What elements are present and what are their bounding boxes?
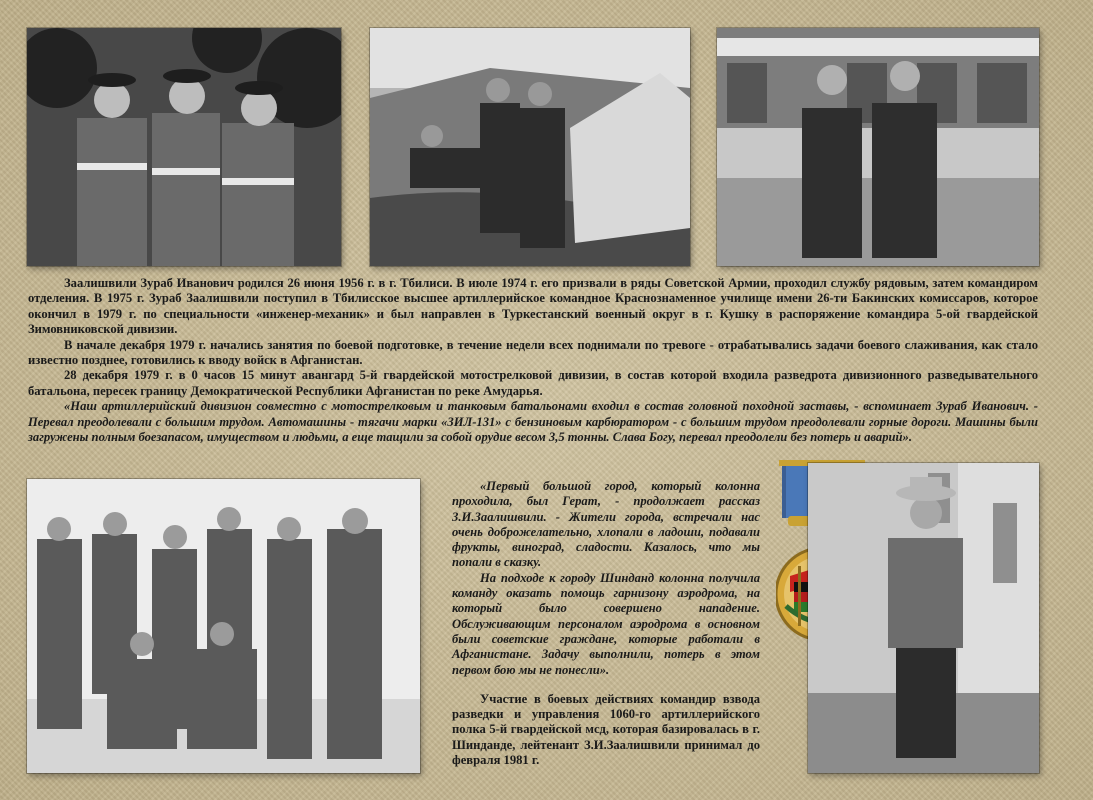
photo-group-of-soldiers (27, 479, 420, 773)
biography-paragraph-1: Заалишвили Зураб Иванович родился 26 июня 1956 г. в г. Тбилиси. В июле 1974 г. его призвали в ряды Советской Армии, проходил службу рядовым, затем командиром отделения. В 1975 г. Зураб Заалишвили поступил в Тбилисское высшее артиллерийское командное Краснознаменное училище имени 26-ти Бакинских комиссаров, которое окончил в 1979 г. по специальности «инженер-механик» и был направлен в Туркестанский военный округ в г. Кушку в распоряжение командира 5-ой гвардейской Зимовниковской дивизии. (28, 276, 1038, 337)
recollection-text (452, 479, 760, 768)
photo-three-cadets (27, 28, 341, 266)
biography-quote: «Наш артиллерийский дивизион совместно с мотострелковым и танковым батальонами входил в состав головной походной заставы, - вспоминает Зураб Иванович. - Перевал преодолевали с большим трудом. Автомашины - тягачи марки «ЗИЛ-131» с бензиновым карбюратором - с большим трудом преодолевали горные дороги. Машины были загружены полным боезапасом, имуществом и людьми, а еще тащили за собой орудие весом 3,5 тонны. Слава Богу, перевал преодолели без потерь и аварий». (28, 399, 1038, 445)
photo-officer-in-hat (808, 463, 1039, 773)
service-summary: Участие в боевых действиях командир взвода разведки и управления 1060-го артиллерийского полка 5-й гвардейской мсд, которая базировалась в г. Шинданде, лейтенант З.И.Заалишвили принимал до февраля 1981 г. (452, 691, 760, 768)
photo-soldiers-near-tent (370, 28, 690, 266)
biography-paragraph-3: 28 декабря 1979 г. в 0 часов 15 минут авангард 5-й гвардейской мотострелковой дивизии, в состав которой входила разведрота дивизионного разведывательного батальона, пересек границу Демократической Республики Афганистан по реке Амударья. (28, 368, 1038, 398)
biography-paragraph-2: В начале декабря 1979 г. начались занятия по боевой подготовке, в течение недели всех поднимали по тревоге - отрабатывались задачи боевого слаживания, как стало известно позднее, готовились к вводу войск в Афганистан. (28, 337, 1038, 368)
biography-text (28, 276, 1038, 445)
recollection-paragraph-2: На подходе к городу Шинданд колонна получила команду оказать помощь гарнизону аэродрома, на который было совершено нападение. Обслуживающим персоналом аэродрома в основном были советские граждане, которые работали в Афганистане. Задачу выполнили, потерь в этом первом бою мы не понесли». (452, 570, 760, 677)
photo-two-soldiers-building (717, 28, 1039, 266)
recollection-paragraph-1: «Первый большой город, который колонна проходила, был Герат, - продолжает рассказ З.И.Заалишвили. - Жители города, встречали нас очень доброжелательно, хлопали в ладоши, подавали фрукты, виноград, сладости. Казалось, что мы попали в сказку. (452, 479, 760, 570)
